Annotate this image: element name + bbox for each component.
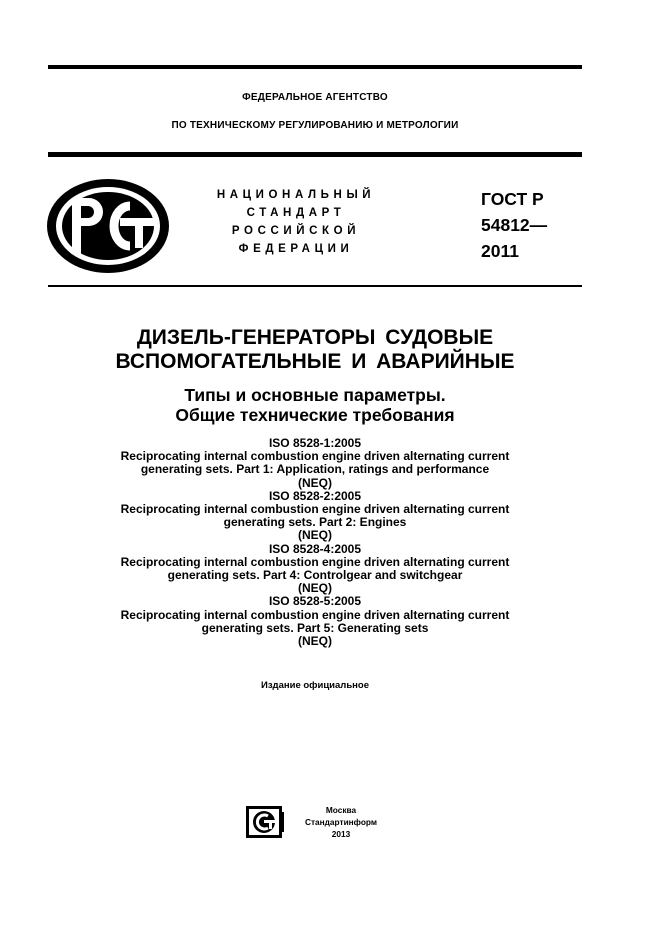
publisher-year: 2013 — [331, 829, 351, 839]
agency-line-2: ПО ТЕХНИЧЕСКОМУ РЕГУЛИРОВАНИЮ И МЕТРОЛОГИИ — [171, 120, 459, 131]
title-main-line-2: ВСПОМОГАТЕЛЬНЫЕ И АВАРИЙНЫЕ — [115, 350, 515, 373]
iso-ref — [48, 595, 582, 648]
designation-line-3: 2011 — [481, 241, 519, 261]
iso-title-line-2: generating sets. Part 1: Application, ratings and performance — [140, 462, 490, 477]
iso-code: ISO 8528-5:2005 — [268, 594, 362, 609]
iso-title-line-2: generating sets. Part 2: Engines — [223, 515, 407, 530]
publisher-name: Стандартинформ — [304, 817, 377, 827]
iso-ref — [48, 543, 582, 596]
title-sub-line-1: Типы и основные параметры. — [184, 385, 446, 405]
title-rule — [48, 285, 582, 287]
agency-line-1: ФЕДЕРАЛЬНОЕ АГЕНТСТВО — [242, 92, 388, 103]
iso-title-line-1: Reciprocating internal combustion engine driven alternating current — [120, 502, 510, 517]
iso-code: ISO 8528-4:2005 — [268, 541, 362, 556]
edition-note: Издание официальное — [261, 680, 369, 691]
iso-title-line-2: generating sets. Part 4: Controlgear and switchgear — [167, 568, 463, 583]
iso-ref — [48, 437, 582, 490]
national-standard-line-4: ФЕДЕРАЦИИ — [238, 243, 354, 255]
publisher-city: Москва — [325, 805, 357, 815]
designation-line-2: 54812— — [481, 215, 548, 235]
title-main-line-1: ДИЗЕЛЬ-ГЕНЕРАТОРЫ СУДОВЫЕ — [136, 326, 494, 349]
standartinform-logo-icon — [246, 806, 286, 838]
iso-references — [48, 437, 582, 648]
designation-line-1: ГОСТ Р — [481, 189, 544, 209]
national-standard-line-2: СТАНДАРТ — [246, 207, 346, 219]
title-sub-line-2: Общие технические требования — [175, 405, 455, 425]
iso-equivalence: (NEQ) — [298, 581, 332, 596]
top-rule — [48, 65, 582, 69]
header-rule — [48, 152, 582, 157]
iso-title-line-2: generating sets. Part 5: Generating sets — [201, 620, 429, 635]
rst-emblem-icon — [46, 178, 170, 274]
iso-code: ISO 8528-2:2005 — [268, 488, 362, 503]
national-standard-line-1: НАЦИОНАЛЬНЫЙ — [216, 189, 376, 201]
iso-equivalence: (NEQ) — [298, 528, 332, 543]
iso-title-line-1: Reciprocating internal combustion engine driven alternating current — [120, 607, 510, 622]
iso-equivalence: (NEQ) — [298, 475, 332, 490]
iso-title-line-1: Reciprocating internal combustion engine driven alternating current — [120, 554, 510, 569]
iso-ref — [48, 490, 582, 543]
iso-code: ISO 8528-1:2005 — [268, 436, 362, 450]
iso-equivalence: (NEQ) — [298, 634, 332, 649]
iso-title-line-1: Reciprocating internal combustion engine driven alternating current — [120, 449, 510, 464]
national-standard-line-3: РОССИЙСКОЙ — [231, 225, 361, 237]
